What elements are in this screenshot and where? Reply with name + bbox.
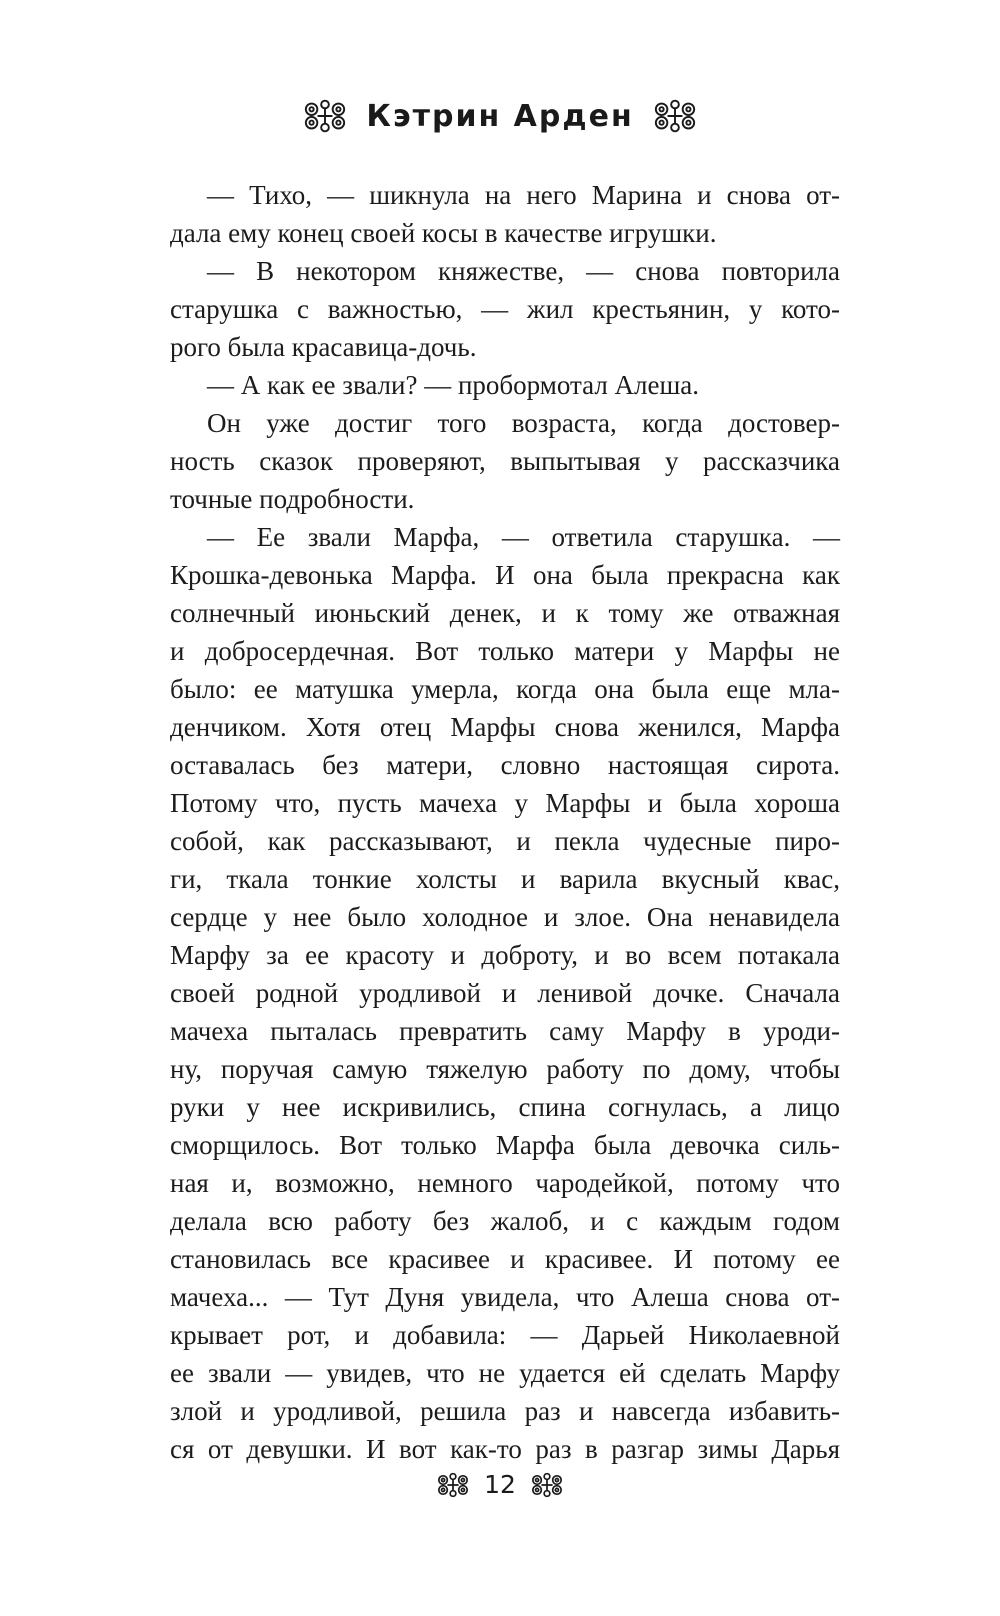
text-line: становилась все красивее и красивее. И потому ее bbox=[170, 1244, 840, 1274]
page-number: 12 bbox=[484, 1470, 516, 1499]
paragraph bbox=[170, 176, 840, 252]
text-line: руки у нее искривились, спина согнулась, а лицо bbox=[170, 1092, 840, 1122]
text-line: сердце у нее было холодное и злое. Она ненавидела bbox=[170, 902, 840, 932]
text-line: делала всю работу без жалоб, и с каждым годом bbox=[170, 1206, 840, 1236]
text-line: Потому что, пусть мачеха у Марфы и была хороша bbox=[170, 788, 840, 818]
paragraph bbox=[170, 518, 840, 1468]
text-line: оставалась без матери, словно настоящая сирота. bbox=[170, 750, 840, 780]
text-line: ги, ткала тонкие холсты и варила вкусный квас, bbox=[170, 864, 840, 894]
text-line: мачеха пыталась превратить саму Марфу в уроди- bbox=[170, 1016, 840, 1046]
text-line: рого была красавица-дочь. bbox=[170, 332, 477, 362]
text-line: — А как ее звали? — пробормотал Алеша. bbox=[207, 370, 700, 400]
text-line: Он уже достиг того возраста, когда достовер- bbox=[207, 408, 840, 438]
text-line: — Тихо, — шикнула на него Марина и снова от- bbox=[207, 180, 840, 210]
text-line: денчиком. Хотя отец Марфы снова женился, Марфа bbox=[170, 712, 840, 742]
text-line: старушка с важностью, — жил крестьянин, у кото- bbox=[170, 294, 840, 324]
text-line: ная и, возможно, немного чародейкой, потому что bbox=[170, 1168, 840, 1198]
floral-ornament-icon bbox=[436, 1472, 470, 1498]
text-line: ее звали — увидев, что не удается ей сделать Марфу bbox=[170, 1358, 840, 1388]
text-line: мачеха... — Тут Дуня увидела, что Алеша снова от- bbox=[170, 1282, 840, 1312]
floral-ornament-icon bbox=[652, 98, 698, 134]
text-line: и добросердечная. Вот только матери у Марфы не bbox=[170, 636, 840, 666]
text-line: собой, как рассказывают, и пекла чудесные пиро- bbox=[170, 826, 840, 856]
page-footer bbox=[0, 1470, 1000, 1499]
text-line: ность сказок проверяют, выпытывая у рассказчика bbox=[170, 446, 840, 476]
text-line: было: ее матушка умерла, когда она была еще мла- bbox=[170, 674, 840, 704]
text-line: ся от девушки. И вот как-то раз в разгар зимы Дарья bbox=[170, 1434, 840, 1464]
text-line: злой и уродливой, решила раз и навсегда избавить- bbox=[170, 1396, 840, 1426]
text-line: сморщилось. Вот только Марфа была девочка силь- bbox=[170, 1130, 840, 1160]
paragraph bbox=[170, 252, 840, 366]
text-line: своей родной уродливой и ленивой дочке. Сначала bbox=[170, 978, 840, 1008]
author-name: Кэтрин Арден bbox=[366, 98, 634, 134]
page-body bbox=[170, 176, 840, 1468]
paragraph bbox=[170, 404, 840, 518]
paragraph bbox=[170, 366, 840, 404]
floral-ornament-icon bbox=[302, 98, 348, 134]
text-line: крывает рот, и добавила: — Дарьей Николаевной bbox=[170, 1320, 840, 1350]
text-line: точные подробности. bbox=[170, 484, 415, 514]
running-header bbox=[0, 98, 1000, 134]
text-line: — Ее звали Марфа, — ответила старушка. — bbox=[207, 522, 840, 552]
text-line: — В некотором княжестве, — снова повторила bbox=[207, 256, 840, 286]
floral-ornament-icon bbox=[530, 1472, 564, 1498]
text-line: ну, поручая самую тяжелую работу по дому, чтобы bbox=[170, 1054, 840, 1084]
text-line: Крошка-девонька Марфа. И она была прекрасна как bbox=[170, 560, 840, 590]
text-line: Марфу за ее красоту и доброту, и во всем потакала bbox=[170, 940, 840, 970]
text-line: солнечный июньский денек, и к тому же отважная bbox=[170, 598, 840, 628]
text-line: дала ему конец своей косы в качестве игрушки. bbox=[170, 218, 717, 248]
